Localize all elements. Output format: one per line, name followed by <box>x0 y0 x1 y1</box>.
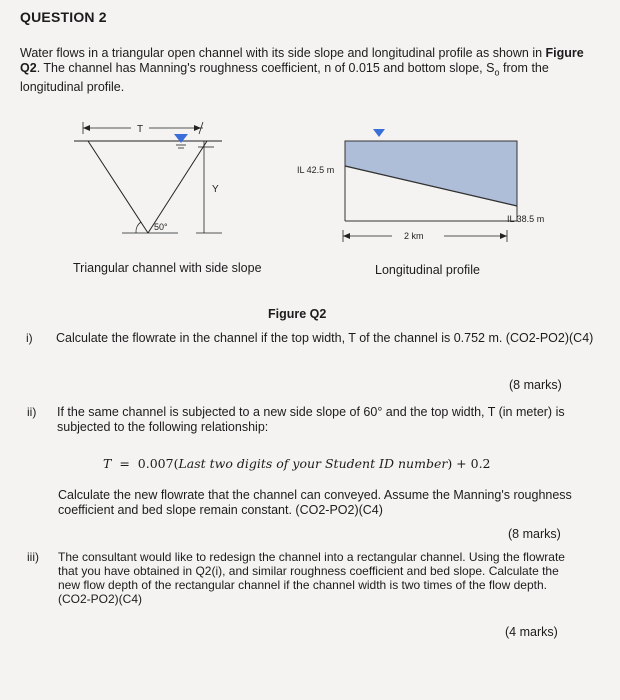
top-width-formula <box>103 456 491 471</box>
question-ii-text-2: Calculate the new flowrate that the channel can conveyed. Assume the Manning's roughness coefficient and bed slope remain constant. (CO2-PO2)(C4) <box>58 488 572 517</box>
water-body <box>345 141 517 206</box>
longitudinal-caption: Longitudinal profile <box>375 263 480 277</box>
formula-lhs: T <box>103 456 112 471</box>
top-width-label: T <box>137 124 144 135</box>
formula-equals: = <box>119 456 130 471</box>
question-ii-text: If the same channel is subjected to a new side slope of 60° and the top width, T (in meter) is subjected to the following relationship: <box>57 405 565 434</box>
question-i-number: i) <box>26 331 33 345</box>
upstream-invert-level: IL 42.5 m <box>297 165 335 175</box>
intro-text-1: Water flows in a triangular open channel with its side slope and longitudinal profile as shown in <box>20 46 546 60</box>
figure-q2 <box>0 110 620 310</box>
formula-rhs-italic: Last two digits of your Student ID number <box>178 456 448 471</box>
depth-label: Y <box>212 184 219 195</box>
figure-reference: Figure Q2 <box>20 46 584 75</box>
profile-water-marker-icon <box>373 129 385 137</box>
question-i-text: Calculate the flowrate in the channel if the top width, T of the channel is 0.752 m. (CO2-PO2)(C4) <box>56 331 594 345</box>
triangular-channel-diagram <box>74 121 222 233</box>
angle-arc <box>136 222 141 233</box>
channel-right-side <box>148 141 207 233</box>
question-iii-marks: (4 marks) <box>505 625 558 639</box>
question-iii-number: iii) <box>27 550 39 564</box>
question-ii-marks: (8 marks) <box>508 527 561 541</box>
angle-label: 50° <box>154 222 168 232</box>
figure-title: Figure Q2 <box>268 307 327 321</box>
formula-rhs-end: ) + 0.2 <box>447 456 491 471</box>
length-arrow-left <box>343 233 350 239</box>
downstream-invert-level: IL 38.5 m <box>507 214 545 224</box>
water-surface-marker-icon <box>174 134 188 143</box>
length-arrow-right <box>500 233 507 239</box>
channel-left-side <box>88 141 148 233</box>
top-width-arrow-left <box>83 125 90 131</box>
question-intro <box>20 46 600 94</box>
intro-text-2: . The channel has Manning's roughness coefficient, n of 0.015 and bottom slope, S <box>36 60 495 75</box>
intro-text-3: from the longitudinal profile. <box>20 60 549 94</box>
formula-rhs-start: 0.007( <box>137 456 179 471</box>
length-label: 2 km <box>404 231 424 241</box>
triangular-caption: Triangular channel with side slope <box>73 261 262 275</box>
slope-subscript: o <box>494 67 500 77</box>
question-iii-text: The consultant would like to redesign the channel into a rectangular channel. Using the flowrate that you have obtained in Q2(i), and similar roughness coefficient and bed slope. Calculate the new flow depth of the rectangular channel if the channel width is two times of the flow depth. (CO2-PO2)(C4) <box>58 550 565 606</box>
question-title: QUESTION 2 <box>20 9 107 25</box>
question-ii-number: ii) <box>27 405 37 419</box>
longitudinal-profile-diagram <box>297 129 544 242</box>
question-i-marks: (8 marks) <box>509 378 562 392</box>
